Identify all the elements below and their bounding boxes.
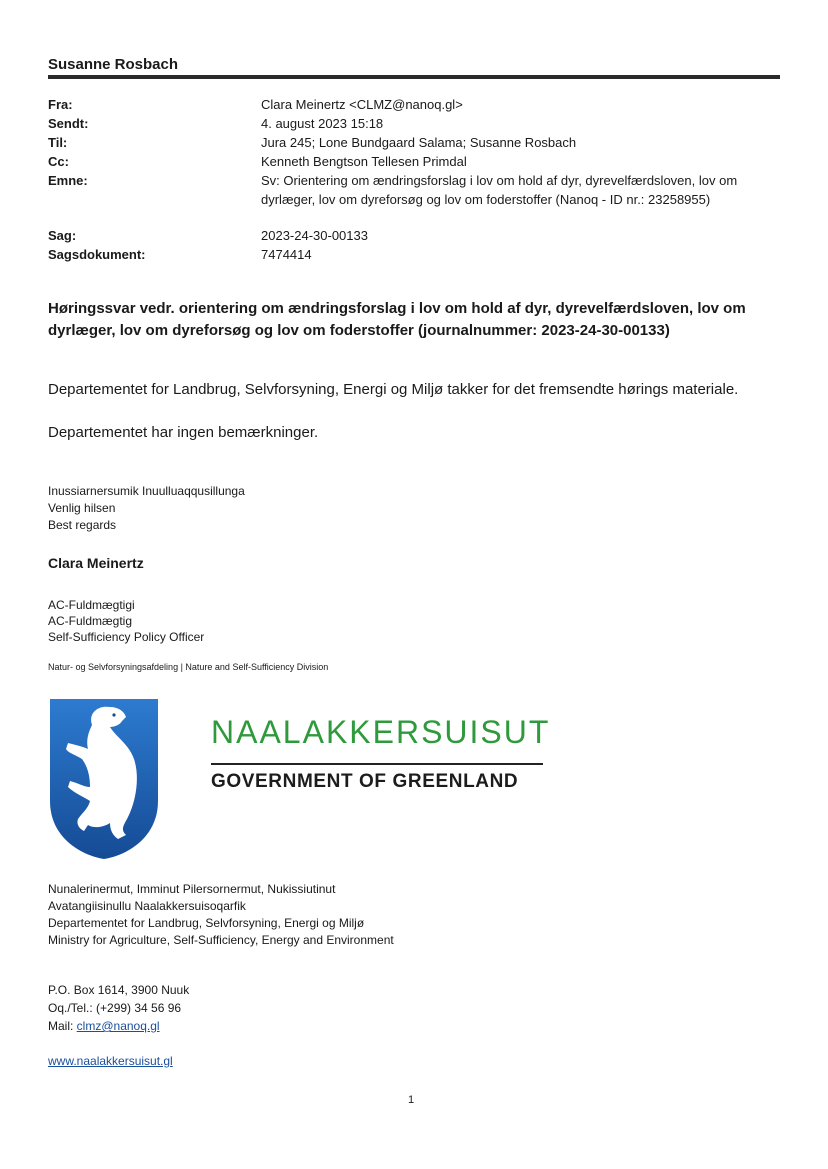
cc-label: Cc: <box>48 154 69 169</box>
page-number: 1 <box>408 1094 415 1106</box>
department-kl-line-2: Avatangiisinullu Naalakkersuisoqarfik <box>48 899 246 913</box>
from-value: Clara Meinertz <CLMZ@nanoq.gl> <box>261 97 463 112</box>
title-da: AC-Fuldmægtig <box>48 614 133 628</box>
greeting-en: Best regards <box>48 518 117 532</box>
to-value: Jura 245; Lone Bundgaard Salama; Susanne Rosbach <box>261 135 577 150</box>
mail-label: Mail: <box>48 1019 77 1033</box>
letter-heading: Høringssvar vedr. orientering om ændringsforslag i lov om hold af dyr, dyrevelfærdsloven, lov om dyrlæger, lov om dyreforsøg og lov om foderstoffer (journalnummer: 2023-24-30-00133) <box>48 300 746 339</box>
mail-link[interactable]: clmz@nanoq.gl <box>76 1019 160 1033</box>
sent-label: Sendt: <box>48 116 89 131</box>
case-label: Sag: <box>48 228 77 243</box>
body-paragraph-2: Departementet har ingen bemærkninger. <box>48 424 319 441</box>
cc-value: Kenneth Bengtson Tellesen Primdal <box>261 154 467 169</box>
government-subtitle: GOVERNMENT OF GREENLAND <box>211 771 519 792</box>
from-label: Fra: <box>48 97 73 112</box>
greeting-kl: Inussiarnersumik Inuulluaqqusillunga <box>48 484 245 498</box>
mail-line <box>48 1017 160 1035</box>
department-da: Departementet for Landbrug, Selvforsyning, Energi og Miljø <box>48 916 365 930</box>
case-document-value: 7474414 <box>261 247 312 262</box>
case-document-label: Sagsdokument: <box>48 247 146 262</box>
website-link[interactable]: www.naalakkersuisut.gl <box>48 1054 173 1068</box>
signature-name: Clara Meinertz <box>48 555 144 571</box>
header-rule <box>48 75 780 79</box>
subject-label: Emne: <box>48 173 88 188</box>
sent-value: 4. august 2023 15:18 <box>261 116 384 131</box>
sender-name: Susanne Rosbach <box>48 56 179 73</box>
phone-number: Oq./Tel.: (+299) 34 56 96 <box>48 1001 182 1015</box>
naalakkersuisut-logo-text: NAALAKKERSUISUT <box>211 714 551 750</box>
postal-address: P.O. Box 1614, 3900 Nuuk <box>48 983 190 997</box>
logo-divider <box>211 763 543 765</box>
to-label: Til: <box>48 135 68 150</box>
case-value: 2023-24-30-00133 <box>261 228 368 243</box>
title-en: Self-Sufficiency Policy Officer <box>48 630 205 644</box>
department-kl-line-1: Nunalerinermut, Imminut Pilersornermut, Nukissiutinut <box>48 882 336 896</box>
subject-value: Sv: Orientering om ændringsforslag i lov om hold af dyr, dyrevelfærdsloven, lov om dyrlæger, lov om dyreforsøg og lov om foderstoffer (Nanoq - ID nr.: 23258955) <box>261 173 738 207</box>
body-paragraph-1: Departementet for Landbrug, Selvforsyning, Energi og Miljø takker for det fremsendte hørings materiale. <box>48 381 739 398</box>
division-line: Natur- og Selvforsyningsafdeling | Nature and Self-Sufficiency Division <box>48 662 329 672</box>
title-kl: AC-Fuldmægtigi <box>48 598 135 612</box>
polar-bear-crest-icon <box>48 697 160 859</box>
department-en: Ministry for Agriculture, Self-Sufficiency, Energy and Environment <box>48 933 394 947</box>
greeting-da: Venlig hilsen <box>48 501 116 515</box>
